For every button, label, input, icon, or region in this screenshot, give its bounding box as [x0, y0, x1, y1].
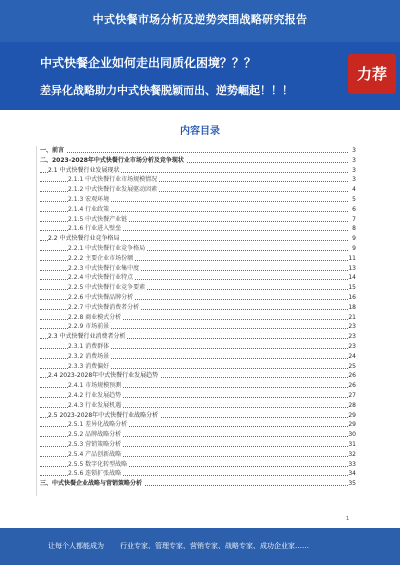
toc-entry[interactable] — [40, 215, 356, 225]
toc-entry-page: 23 — [348, 342, 356, 350]
footer-roles-text: 行业专家、管理专家、营销专家、战略专家、成功企业家…… — [120, 542, 309, 550]
toc-entry-label: 2.4.3 行业发展机遇 — [68, 401, 122, 409]
toc-entry-label: 2.1.6 行业进入壁垒 — [68, 225, 122, 233]
toc-entry-page: 3 — [348, 166, 356, 176]
margin-rule — [36, 146, 37, 496]
toc-entry[interactable] — [40, 175, 356, 185]
toc-entry-page: 21 — [348, 313, 356, 321]
toc-entry-page: 11 — [348, 254, 356, 262]
toc-entry[interactable] — [40, 234, 356, 244]
toc-entry-page: 29 — [348, 421, 356, 429]
page-header — [0, 0, 400, 42]
toc-entry[interactable] — [40, 469, 356, 479]
toc-entry[interactable] — [40, 460, 356, 470]
toc-entry-label: 2.3.3 消费偏好 — [68, 362, 110, 370]
toc-entry-label: 2.1.3 宏观环境 — [68, 195, 110, 203]
toc-entry-label: 2.2.8 商业模式分析 — [68, 313, 122, 321]
recommend-stamp: 力荐 — [348, 54, 396, 94]
toc-entry-page: 3 — [348, 146, 356, 156]
toc-entry[interactable] — [40, 391, 356, 401]
toc-entry[interactable] — [40, 283, 356, 293]
toc-entry[interactable] — [40, 313, 356, 323]
toc-leader-dots — [40, 152, 348, 153]
toc-entry-label: 2.2.1 中式快餐行业竞争格局 — [68, 244, 146, 252]
toc-entry[interactable] — [40, 195, 356, 205]
toc-entry-label: 2.4.1 市场规模预测 — [68, 382, 122, 390]
toc-entry-label: 2.5.5 数字化转型战略 — [68, 460, 128, 468]
toc-entry[interactable] — [40, 479, 356, 489]
toc-entry[interactable] — [40, 332, 356, 342]
toc-entry-label: 2.2 中式快餐行业竞争格局 — [48, 235, 120, 243]
toc-entry-page: 6 — [348, 205, 356, 215]
toc-entry-page: 34 — [348, 470, 356, 478]
toc-entry-page: 15 — [348, 284, 356, 292]
toc-entry-label: 2.5.1 差异化战略分析 — [68, 421, 128, 429]
toc-entry-page: 13 — [348, 264, 356, 272]
toc-entry-label: 2.3.2 消费场景 — [68, 352, 110, 360]
toc-entry-label: 2.5 2023-2028年中式快餐行业战略分析 — [48, 411, 159, 419]
toc-entry-page: 3 — [348, 175, 356, 185]
toc-entry-label: 2.1.1 中式快餐行业市场规模情况 — [68, 176, 158, 184]
toc-entry-page: 26 — [348, 372, 356, 380]
toc-entry[interactable] — [40, 205, 356, 215]
toc-entry-label: 2.1 中式快餐行业发展现状 — [48, 166, 120, 174]
toc-entry[interactable] — [40, 420, 356, 430]
page-footer — [0, 528, 400, 565]
toc-entry[interactable] — [40, 185, 356, 195]
toc-entry[interactable] — [40, 244, 356, 254]
toc-entry-label: 2.2.5 中式快餐行业竞争要素 — [68, 284, 146, 292]
toc-entry-label: 2.1.5 中式快餐产业链 — [68, 215, 128, 223]
toc-entry-label: 2.5.6 连锁扩张战略 — [68, 470, 122, 478]
toc-entry-label: 三、中式快餐企业战略与营销策略分析 — [40, 480, 143, 488]
toc-entry[interactable] — [40, 293, 356, 303]
toc-entry-page: 27 — [348, 391, 356, 399]
promo-banner — [0, 42, 400, 110]
toc-entry[interactable] — [40, 440, 356, 450]
toc-entry[interactable] — [40, 166, 356, 176]
footer-lead-text: 让每个人都能成为 — [48, 542, 104, 550]
toc-entry[interactable] — [40, 146, 356, 156]
toc-entry-page: 26 — [348, 382, 356, 390]
toc-entry[interactable] — [40, 264, 356, 274]
toc-entry-page: 28 — [348, 401, 356, 409]
toc-entry-page: 24 — [348, 352, 356, 360]
toc-entry-page: 14 — [348, 274, 356, 282]
toc-entry-label: 2.3.1 消费群体 — [68, 342, 110, 350]
table-of-contents — [40, 146, 356, 489]
banner-subheadline: 差异化战略助力中式快餐脱颖而出、逆势崛起！！！ — [40, 84, 293, 97]
toc-entry-page: 8 — [348, 224, 356, 234]
toc-entry-label: 2.2.6 中式快餐品牌分析 — [68, 293, 134, 301]
toc-entry-page: 23 — [348, 333, 356, 341]
report-title: 中式快餐市场分析及逆势突围战略研究报告 — [92, 13, 308, 26]
toc-entry[interactable] — [40, 352, 356, 362]
toc-entry-page: 16 — [348, 293, 356, 301]
toc-entry[interactable] — [40, 411, 356, 421]
toc-entry-page: 33 — [348, 460, 356, 468]
toc-entry[interactable] — [40, 254, 356, 264]
toc-entry-page: 9 — [348, 234, 356, 244]
toc-entry-page: 35 — [348, 480, 356, 488]
toc-entry-label: 2.5.4 产品创新战略 — [68, 450, 122, 458]
toc-entry-label: 一、前言 — [40, 147, 65, 154]
toc-entry-page: 4 — [348, 185, 356, 195]
toc-entry-label: 2.5.2 品牌战略分析 — [68, 431, 122, 439]
toc-entry-page: 9 — [348, 244, 356, 254]
toc-entry-page: 18 — [348, 303, 356, 311]
toc-entry-page: 7 — [348, 215, 356, 225]
toc-entry[interactable] — [40, 401, 356, 411]
toc-entry[interactable] — [40, 273, 356, 283]
toc-entry-label: 2.2.3 中式快餐行业集中度 — [68, 264, 140, 272]
toc-entry[interactable] — [40, 371, 356, 381]
toc-entry[interactable] — [40, 156, 356, 166]
toc-entry-page: 30 — [348, 431, 356, 439]
toc-entry-page: 23 — [348, 323, 356, 331]
toc-entry-label: 2.5.3 营销策略分析 — [68, 440, 122, 448]
toc-entry-label: 2.4 2023-2028年中式快餐行业发展趋势 — [48, 372, 159, 380]
toc-entry[interactable] — [40, 224, 356, 234]
toc-entry-page: 5 — [348, 195, 356, 205]
toc-entry[interactable] — [40, 450, 356, 460]
toc-entry[interactable] — [40, 322, 356, 332]
banner-headline: 中式快餐企业如何走出同质化困境？？？ — [40, 56, 257, 70]
toc-entry[interactable] — [40, 342, 356, 352]
toc-entry-label: 2.2.2 主要企业市场份额 — [68, 254, 134, 262]
toc-entry-page: 32 — [348, 450, 356, 458]
toc-entry-page: 29 — [348, 411, 356, 419]
toc-entry[interactable] — [40, 303, 356, 313]
toc-entry-page: 3 — [348, 156, 356, 166]
toc-entry-page: 25 — [348, 362, 356, 370]
toc-entry[interactable] — [40, 362, 356, 372]
toc-entry-label: 二、2023-2028年中式快餐行业市场分析及竞争现状 — [40, 156, 184, 164]
toc-entry-label: 2.2.9 市场前景 — [68, 323, 110, 331]
toc-entry-label: 2.1.4 行业政策 — [68, 205, 110, 213]
toc-entry-label: 2.2.7 中式快餐消费者分析 — [68, 303, 140, 311]
toc-entry-label: 2.4.2 行业发展趋势 — [68, 391, 122, 399]
toc-entry[interactable] — [40, 381, 356, 391]
toc-entry-page: 31 — [348, 440, 356, 448]
toc-entry-label: 2.1.2 中式快餐行业发展驱动因素 — [68, 186, 158, 194]
page-number: 1 — [346, 516, 350, 522]
toc-entry-label: 2.3 中式快餐行业消费者分析 — [48, 333, 126, 341]
toc-entry-label: 2.2.4 中式快餐行业特点 — [68, 274, 134, 282]
toc-title: 内容目录 — [180, 126, 220, 137]
toc-entry[interactable] — [40, 430, 356, 440]
